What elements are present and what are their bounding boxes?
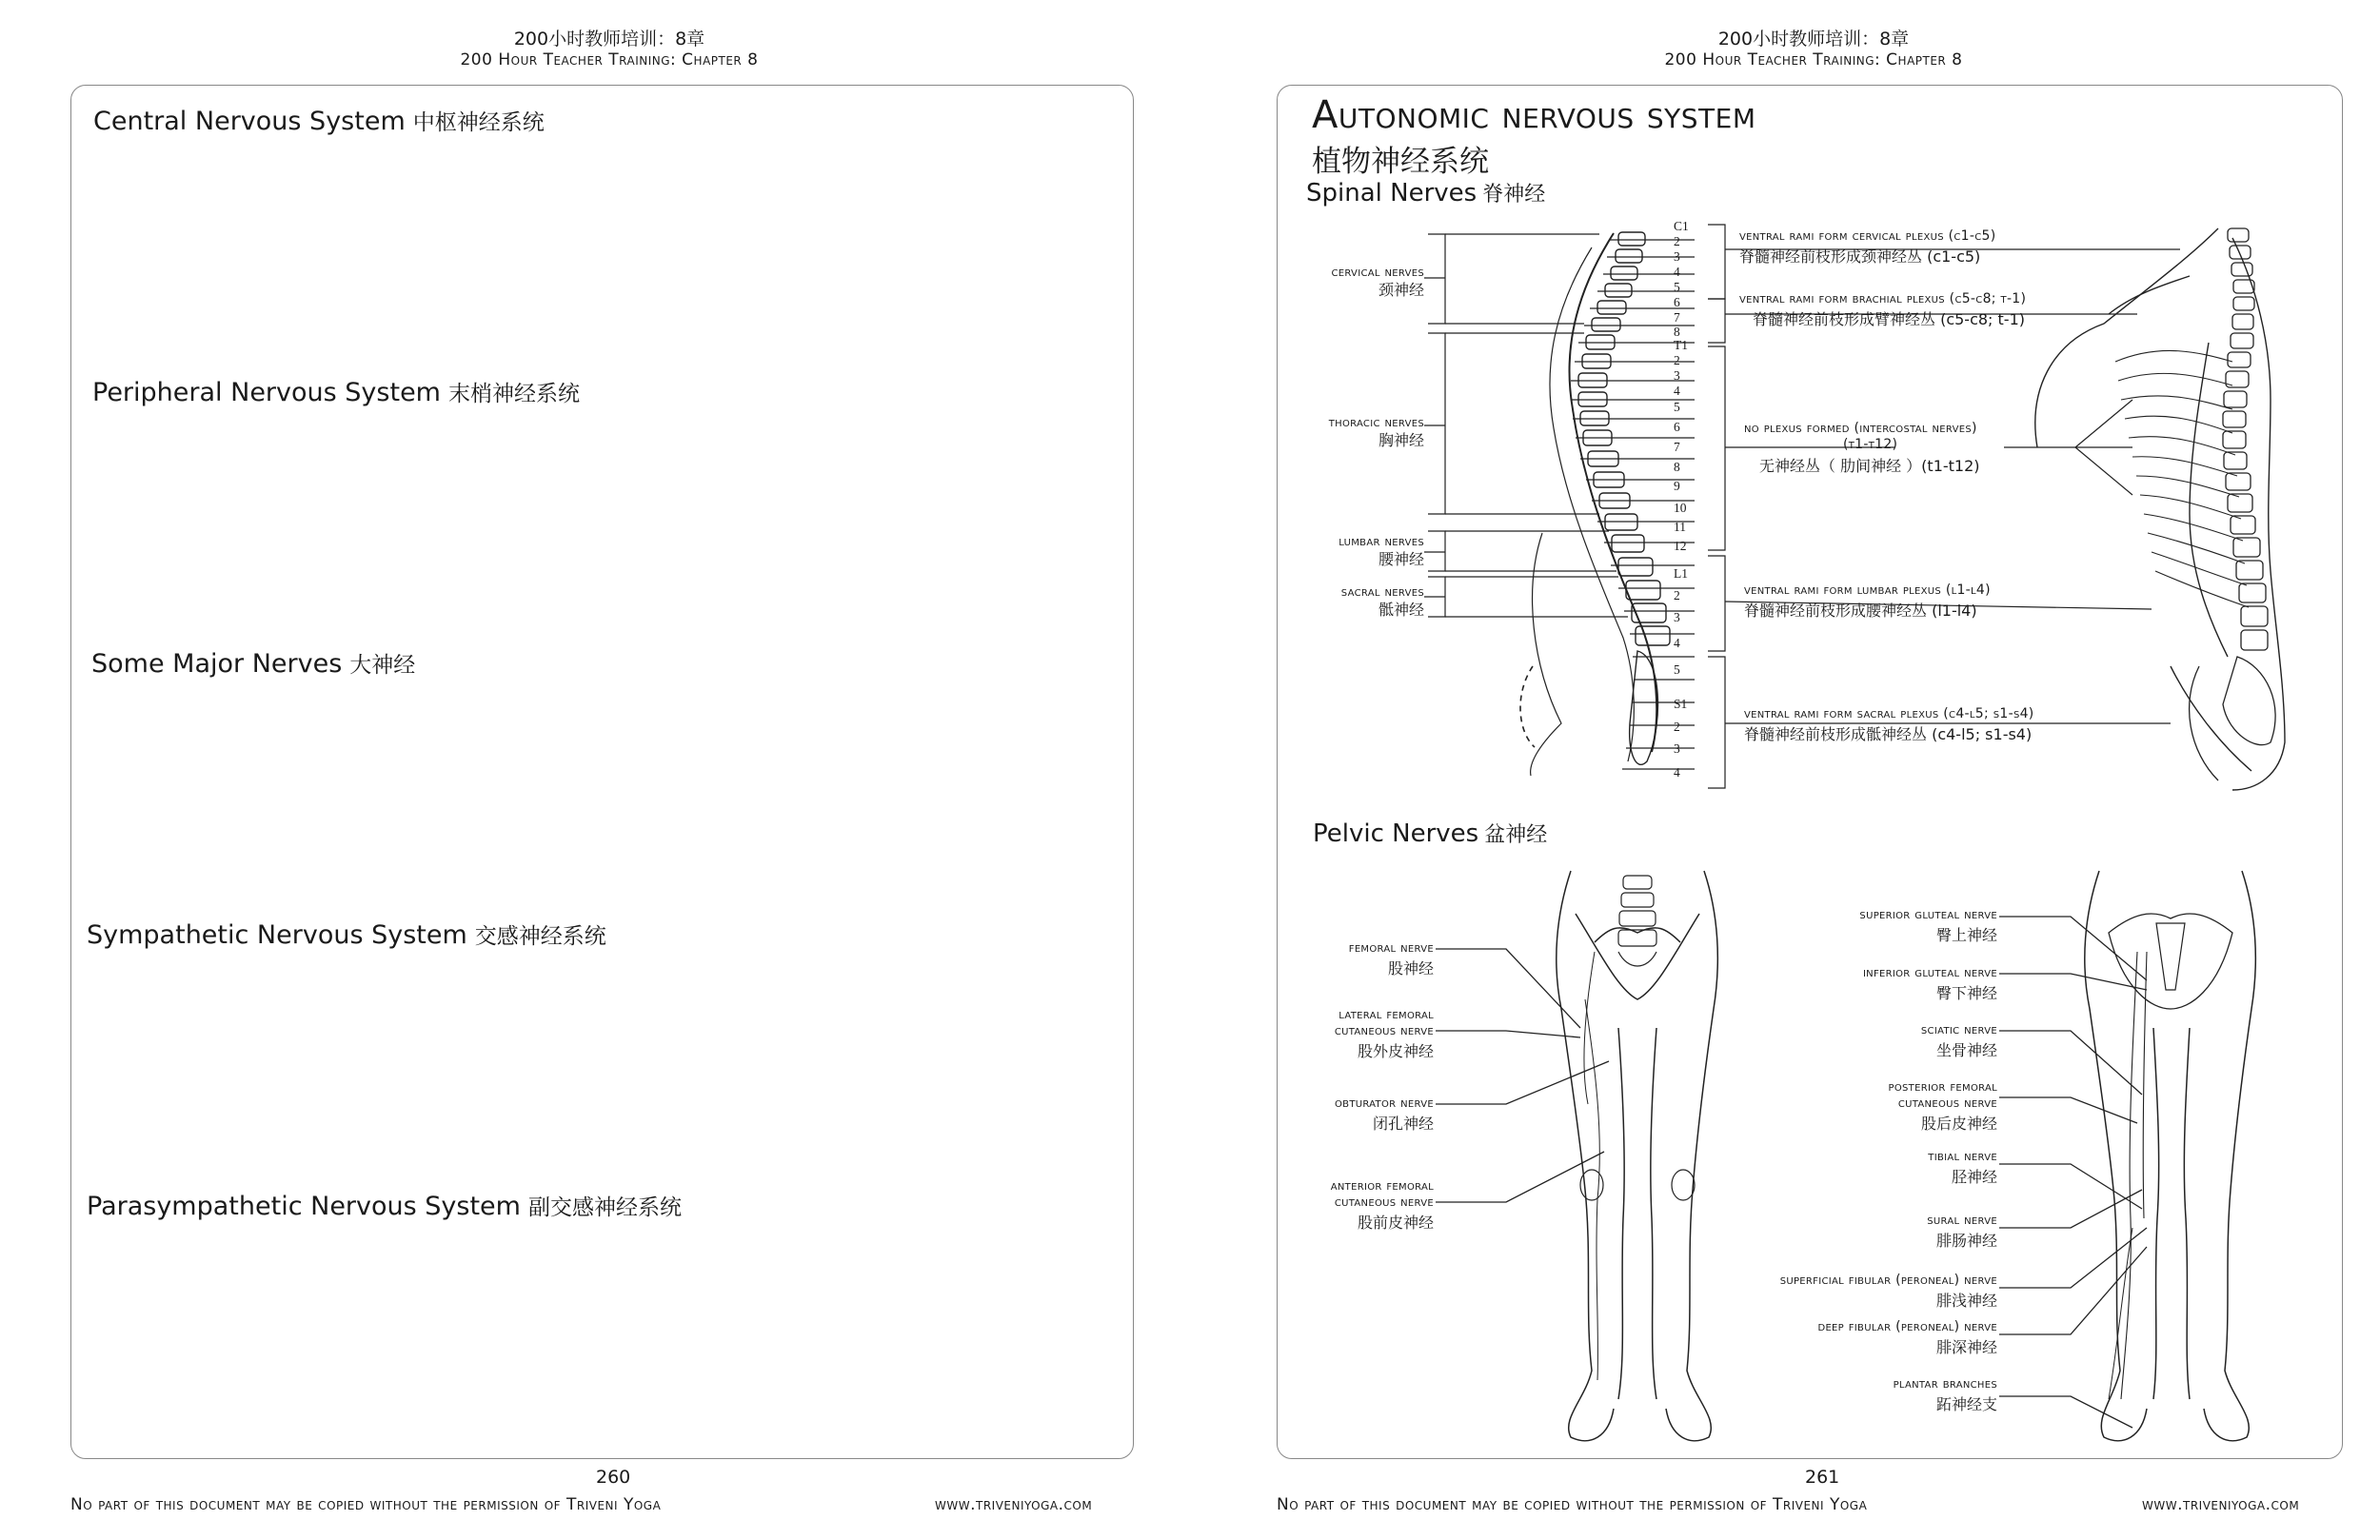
superior-gluteal-nerve-label — [1695, 907, 1997, 945]
label-en: ventral rami form sacral plexus (c4-l5; s1-s4) — [1744, 706, 2034, 721]
label-zh: 坐骨神经 — [1935, 1041, 1997, 1059]
left-header-zh: 200小时教师培训：8章 — [513, 29, 705, 49]
label-en: cervical nerves — [1331, 265, 1424, 280]
spine-illustration — [1520, 232, 1695, 776]
label-en-2: cutaneous nerve — [1334, 1194, 1434, 1210]
label-en: plantar branches — [1893, 1376, 1997, 1392]
label-en-2: cutaneous nerve — [1897, 1096, 1997, 1111]
femoral-nerve-label — [1266, 940, 1434, 978]
vertebra-number: 5 — [1674, 662, 1680, 677]
vertebra-number: 8 — [1674, 460, 1680, 474]
topic-en: Peripheral Nervous System — [92, 378, 441, 407]
label-zh: 脊髓神经前枝形成臂神经丛 (c5-c8; t-1) — [1753, 310, 2026, 328]
right-footer-notice: No part of this document may be copied without the permission of Triveni Yoga — [1277, 1495, 1868, 1514]
topic-en: Parasympathetic Nervous System — [87, 1192, 521, 1221]
label-en: ventral rami form brachial plexus (c5-c8; t-1) — [1739, 291, 2027, 306]
left-header-en: 200 Hour Teacher Training: Chapter 8 — [460, 50, 759, 69]
vertebra-number: 5 — [1674, 280, 1680, 294]
label-zh: 脊髓神经前枝形成颈神经丛 (c1-c5) — [1739, 247, 1981, 266]
label-zh: 闭孔神经 — [1372, 1115, 1434, 1133]
left-footer-notice: No part of this document may be copied without the permission of Triveni Yoga — [70, 1495, 662, 1514]
label-zh: 股前皮神经 — [1357, 1214, 1434, 1232]
label-zh: 无神经丛（ 肋间神经 ）(t1-t12) — [1759, 457, 1980, 475]
lumbar-plexus-label — [1744, 582, 1991, 621]
vertebra-number: 4 — [1674, 265, 1680, 279]
vertebra-number: 2 — [1674, 588, 1680, 602]
vertebra-number: L1 — [1674, 566, 1688, 581]
cervical-nerves-label — [1266, 265, 1424, 300]
vertebra-number: 12 — [1674, 539, 1687, 553]
front-legs-illustration — [1557, 871, 1718, 1441]
vertebra-number: 2 — [1674, 353, 1680, 367]
vertebra-number: 3 — [1674, 249, 1680, 264]
vertebra-number: C1 — [1674, 219, 1689, 233]
vertebra-number: 2 — [1674, 234, 1680, 248]
topic-zh: 中枢神经系统 — [412, 110, 545, 135]
label-en-2: cutaneous nerve — [1334, 1023, 1434, 1038]
left-footer-url: www.triveniyoga.com — [935, 1495, 1093, 1514]
right-header-zh: 200小时教师培训：8章 — [1717, 29, 1910, 49]
label-en: sural nerve — [1927, 1213, 1997, 1228]
heading-zh: 脊神经 — [1482, 183, 1546, 207]
inferior-gluteal-nerve-label — [1695, 965, 1997, 1003]
label-en: obturator nerve — [1334, 1096, 1434, 1111]
right-footer-url: www.triveniyoga.com — [2142, 1495, 2300, 1514]
label-zh: 臀上神经 — [1935, 926, 1997, 944]
vertebra-number: T1 — [1674, 338, 1688, 352]
label-zh: 颈神经 — [1378, 281, 1424, 299]
vertebra-number: 4 — [1674, 636, 1680, 650]
intercostal-nerves-label — [1744, 421, 1980, 476]
label-zh: 腓深神经 — [1935, 1338, 1997, 1356]
label-zh: 股后皮神经 — [1920, 1115, 1997, 1133]
vertebra-number: 2 — [1674, 720, 1680, 734]
vertebra-number: S1 — [1674, 697, 1688, 711]
vertebra-number: 5 — [1674, 400, 1680, 414]
label-en: inferior gluteal nerve — [1862, 965, 1997, 980]
label-en: lateral femoral — [1339, 1007, 1434, 1022]
topic-zh: 末梢神经系统 — [447, 382, 580, 406]
topic-en: Sympathetic Nervous System — [87, 920, 467, 950]
vertebra-number: 11 — [1674, 520, 1686, 534]
torso-illustration — [2035, 228, 2285, 790]
heading-zh: 盆神经 — [1484, 823, 1548, 847]
vertebra-number: 4 — [1674, 765, 1680, 780]
label-en: tibial nerve — [1928, 1149, 1997, 1164]
brachial-plexus-label — [1739, 291, 2026, 329]
label-zh: 脊髓神经前枝形成腰神经丛 (l1-l4) — [1744, 602, 1977, 620]
left-page-number: 260 — [596, 1467, 631, 1488]
page-title: Autonomic nervous system — [1312, 93, 1756, 137]
label-zh: 股神经 — [1387, 959, 1434, 977]
vertebra-number: 6 — [1674, 420, 1680, 434]
label-zh: 腓肠神经 — [1935, 1232, 1997, 1250]
page-title-zh: 植物神经系统 — [1312, 145, 1489, 179]
thoracic-nerves-label — [1266, 415, 1424, 450]
heading-en: Spinal Nerves — [1306, 179, 1478, 207]
label-zh: 跖神经支 — [1935, 1395, 1997, 1413]
topic-zh: 大神经 — [349, 653, 416, 678]
vertebra-number: 3 — [1674, 610, 1680, 624]
topic-en: Central Nervous System — [93, 107, 406, 136]
vertebra-number: 3 — [1674, 368, 1680, 383]
label-en: sacral nerves — [1340, 584, 1424, 600]
obturator-nerve-label — [1266, 1096, 1434, 1134]
label-zh: 骶神经 — [1378, 601, 1424, 619]
sciatic-nerve-label — [1695, 1022, 1997, 1060]
topic-en: Some Major Nerves — [91, 649, 343, 679]
topic-zh: 交感神经系统 — [474, 924, 606, 949]
label-en: thoracic nerves — [1328, 415, 1424, 430]
deep-fibular-nerve-label — [1695, 1319, 1997, 1357]
label-en: anterior femoral — [1330, 1178, 1434, 1194]
label-en: superficial fibular (peroneal) nerve — [1779, 1273, 1997, 1288]
label-en: posterior femoral — [1888, 1079, 1997, 1095]
tibial-nerve-label — [1695, 1149, 1997, 1187]
posterior-femoral-cutaneous-nerve-label — [1695, 1079, 1997, 1134]
label-zh: 胫神经 — [1951, 1168, 1997, 1186]
cervical-plexus-label — [1739, 228, 1996, 267]
back-legs-illustration — [2085, 871, 2256, 1441]
label-en: sciatic nerve — [1920, 1022, 1997, 1037]
label-zh: 股外皮神经 — [1357, 1042, 1434, 1060]
lateral-femoral-cutaneous-nerve-label — [1266, 1007, 1434, 1061]
sural-nerve-label — [1695, 1213, 1997, 1251]
label-en: ventral rami form lumbar plexus (l1-l4) — [1744, 582, 1991, 598]
anterior-femoral-cutaneous-nerve-label — [1266, 1178, 1434, 1233]
label-en: deep fibular (peroneal) nerve — [1817, 1319, 1997, 1334]
heading-en: Pelvic Nerves — [1313, 819, 1479, 848]
vertebra-number: 7 — [1674, 440, 1680, 454]
label-en: no plexus formed (intercostal nerves) — [1744, 421, 1977, 436]
label-en: femoral nerve — [1348, 940, 1434, 956]
label-en: lumbar nerves — [1339, 534, 1424, 549]
sacral-plexus-label — [1744, 706, 2034, 744]
vertebra-number: 4 — [1674, 384, 1680, 398]
vertebra-number: 9 — [1674, 479, 1680, 493]
sacral-nerves-label — [1266, 584, 1424, 620]
vertebra-number: 10 — [1674, 501, 1687, 515]
right-page-number: 261 — [1805, 1467, 1840, 1488]
label-en: ventral rami form cervical plexus (c1-c5) — [1739, 228, 1996, 244]
vertebra-number: 7 — [1674, 310, 1680, 325]
topic-zh: 副交感神经系统 — [527, 1195, 682, 1220]
label-zh: 脊髓神经前枝形成骶神经丛 (c4-l5; s1-s4) — [1744, 725, 2033, 743]
lumbar-nerves-label — [1266, 534, 1424, 569]
label-en: superior gluteal nerve — [1859, 907, 1997, 922]
vertebra-number: 3 — [1674, 741, 1680, 756]
vertebra-number: 8 — [1674, 325, 1680, 339]
label-zh: 腰神经 — [1378, 550, 1424, 568]
vertebra-number: 6 — [1674, 295, 1680, 309]
label-en-2: (t1-t12) — [1843, 437, 1898, 452]
superficial-fibular-nerve-label — [1695, 1273, 1997, 1311]
right-header-en: 200 Hour Teacher Training: Chapter 8 — [1664, 50, 1963, 69]
label-zh: 臀下神经 — [1935, 984, 1997, 1002]
plantar-branches-label — [1695, 1376, 1997, 1414]
label-zh: 腓浅神经 — [1935, 1292, 1997, 1310]
label-zh: 胸神经 — [1378, 431, 1424, 449]
